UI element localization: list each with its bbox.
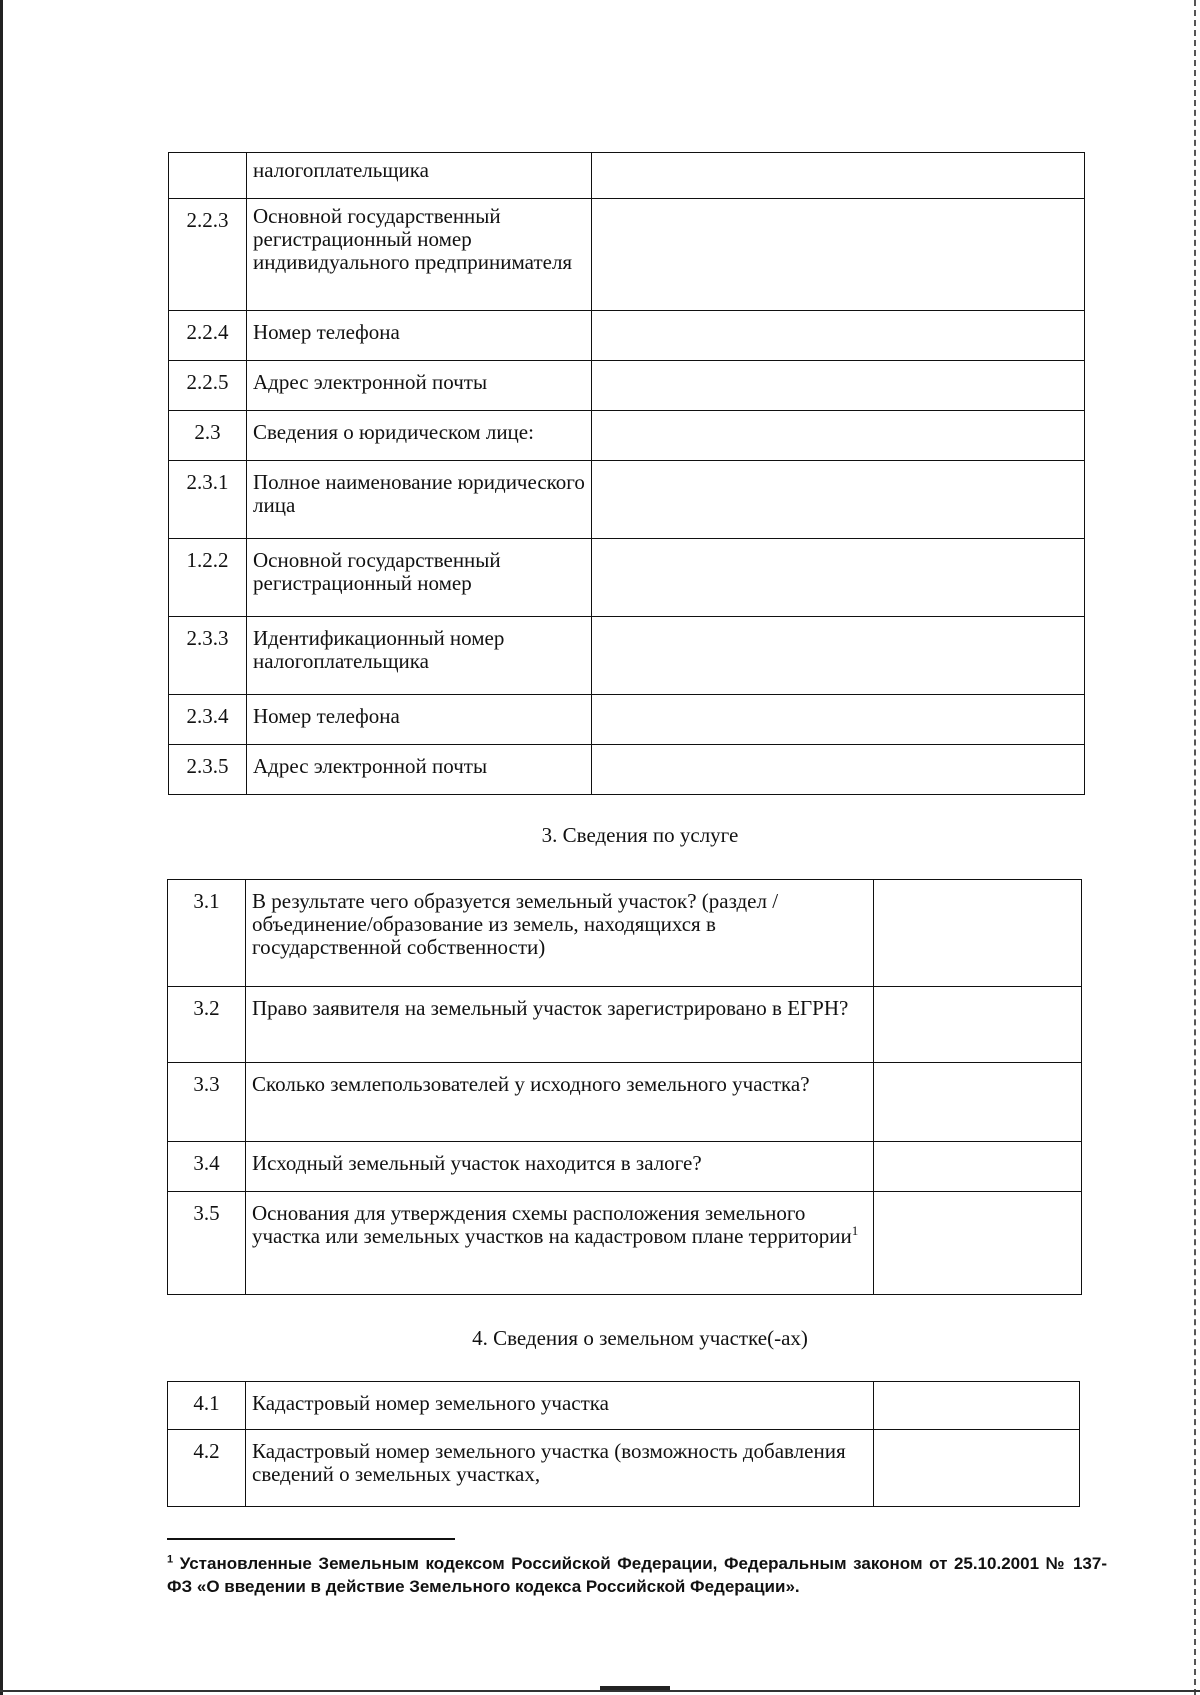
footnote-text: Установленные Земельным кодексом Российской Федерации, Федеральным законом от 25.10.2001 № 137-ФЗ «О введении в действие Земельного кодекса Российской Федерации».: [167, 1554, 1107, 1596]
row-number: 3.3: [168, 1063, 246, 1142]
value-field[interactable]: [592, 411, 1085, 461]
row-label: Основной государственный регистрационный номер: [247, 539, 592, 617]
row-number: 2.3.1: [169, 461, 247, 539]
row-label: Сведения о юридическом лице:: [247, 411, 592, 461]
table-row: [169, 617, 1085, 695]
row-label-text: Основания для утверждения схемы расположения земельного участка или земельных участков на кадастровом плане территории: [252, 1201, 852, 1248]
row-label: Кадастровый номер земельного участка: [246, 1382, 874, 1430]
row-number: 3.4: [168, 1142, 246, 1192]
section-title-service: 3. Сведения по услуге: [541, 823, 739, 847]
table-row: [168, 987, 1082, 1063]
table-row: [169, 695, 1085, 745]
value-field[interactable]: [592, 461, 1085, 539]
value-field[interactable]: [592, 745, 1085, 795]
value-field[interactable]: [874, 987, 1082, 1063]
row-label: Сколько землепользователей у исходного земельного участка?: [246, 1063, 874, 1142]
page-bottom-border: [0, 1690, 1200, 1692]
value-field[interactable]: [592, 539, 1085, 617]
row-label: Идентификационный номер налогоплательщика: [247, 617, 592, 695]
row-number: 1.2.2: [169, 539, 247, 617]
row-number: 4.2: [168, 1430, 246, 1507]
table-row: [169, 311, 1085, 361]
row-label: [246, 1192, 874, 1295]
row-label: Полное наименование юридического лица: [247, 461, 592, 539]
table-row: [168, 1063, 1082, 1142]
row-label: В результате чего образуется земельный участок? (раздел /объединение/образование из земель, находящихся в государственной собственности): [246, 880, 874, 987]
value-field[interactable]: [592, 361, 1085, 411]
footnote-marker: 1: [167, 1553, 174, 1566]
row-number: 2.3.4: [169, 695, 247, 745]
value-field[interactable]: [592, 311, 1085, 361]
value-field[interactable]: [592, 695, 1085, 745]
value-field[interactable]: [874, 1430, 1080, 1507]
footnote: [167, 1552, 1107, 1598]
table-row: [168, 1192, 1082, 1295]
row-label: Номер телефона: [247, 311, 592, 361]
table-row: [169, 461, 1085, 539]
row-number: 2.3.5: [169, 745, 247, 795]
row-number: 3.2: [168, 987, 246, 1063]
table-row: [168, 880, 1082, 987]
row-number: [169, 153, 247, 199]
value-field[interactable]: [592, 199, 1085, 311]
page-left-border: [0, 0, 3, 1695]
row-number: 3.5: [168, 1192, 246, 1295]
footnote-separator: [167, 1538, 455, 1540]
table-row: [168, 1382, 1080, 1430]
row-number: 2.2.5: [169, 361, 247, 411]
land-plot-table: [167, 1381, 1080, 1507]
applicant-info-table: [168, 152, 1085, 795]
value-field[interactable]: [592, 153, 1085, 199]
table-row: [169, 411, 1085, 461]
row-number: 4.1: [168, 1382, 246, 1430]
row-number: 2.3.3: [169, 617, 247, 695]
row-label: Номер телефона: [247, 695, 592, 745]
value-field[interactable]: [874, 880, 1082, 987]
section-title-land-plot: 4. Сведения о земельном участке(-ах): [472, 1326, 808, 1350]
service-info-table: [167, 879, 1082, 1295]
value-field[interactable]: [874, 1063, 1082, 1142]
row-number: 2.2.4: [169, 311, 247, 361]
table-row: [169, 361, 1085, 411]
row-label: налогоплательщика: [247, 153, 592, 199]
value-field[interactable]: [874, 1192, 1082, 1295]
table-row: [168, 1142, 1082, 1192]
row-label: Адрес электронной почты: [247, 361, 592, 411]
value-field[interactable]: [874, 1382, 1080, 1430]
value-field[interactable]: [592, 617, 1085, 695]
row-label: Кадастровый номер земельного участка (возможность добавления сведений о земельных участках,: [246, 1430, 874, 1507]
table-row: [169, 539, 1085, 617]
table-row: [168, 1430, 1080, 1507]
table-row: [169, 745, 1085, 795]
row-label: Основной государственный регистрационный номер индивидуального предпринимателя: [247, 199, 592, 311]
row-label: Право заявителя на земельный участок зарегистрировано в ЕГРН?: [246, 987, 874, 1063]
row-number: 2.3: [169, 411, 247, 461]
table-row: [169, 199, 1085, 311]
row-number: 2.2.3: [169, 199, 247, 311]
value-field[interactable]: [874, 1142, 1082, 1192]
row-label: Адрес электронной почты: [247, 745, 592, 795]
row-label: Исходный земельный участок находится в залоге?: [246, 1142, 874, 1192]
footnote-ref: 1: [851, 1223, 859, 1238]
row-number: 3.1: [168, 880, 246, 987]
table-row: [169, 153, 1085, 199]
page-bottom-mark: [600, 1686, 670, 1690]
